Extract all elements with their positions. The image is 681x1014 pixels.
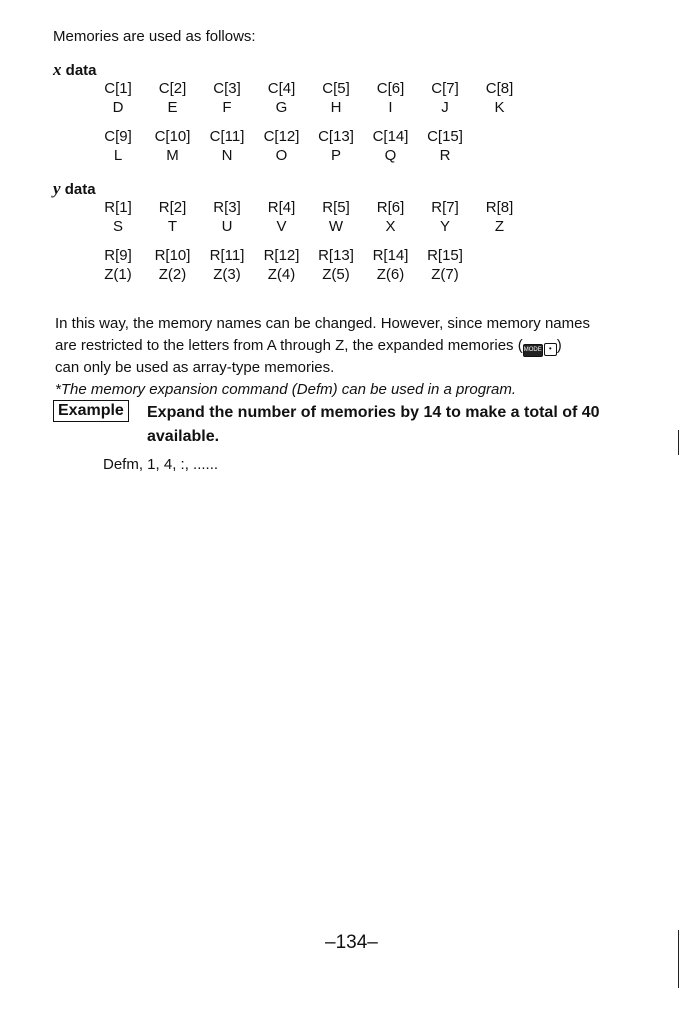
y-memory-cell: Z <box>494 218 505 235</box>
paragraph-line-3: can only be used as array-type memories. <box>55 359 335 376</box>
y-memory-cell: R[7] <box>431 199 459 216</box>
dot-key-icon: • <box>544 343 557 356</box>
y-memory-cell: R[13] <box>318 247 354 264</box>
x-memory-cell: C[11] <box>209 128 245 145</box>
y-memory-cell: R[15] <box>427 247 463 264</box>
y-memory-cell: U <box>221 218 233 235</box>
x-memory-cell: P <box>330 147 341 164</box>
y-memory-cell: Z(6) <box>376 266 405 283</box>
intro-text: Memories are used as follows: <box>53 28 256 45</box>
mode-key-icon: MODE <box>523 344 543 357</box>
x-memory-cell: R <box>439 147 451 164</box>
y-memory-cell: R[9] <box>104 247 132 264</box>
x-memory-cell: J <box>441 99 449 116</box>
x-memory-cell: C[14] <box>372 128 409 145</box>
paragraph-line-1: In this way, the memory names can be changed. However, since memory names <box>55 315 590 332</box>
x-memory-cell: C[8] <box>485 80 514 97</box>
example-line-2: available. <box>147 428 220 445</box>
y-memory-cell: Z(5) <box>322 266 350 283</box>
x-data-heading <box>53 60 97 80</box>
y-memory-cell: Z(7) <box>431 266 459 283</box>
x-memory-cell: C[3] <box>213 80 241 97</box>
y-variable: y <box>53 179 61 198</box>
x-memory-cell: F <box>222 99 232 116</box>
y-memory-cell: T <box>167 218 178 235</box>
y-memory-cell: V <box>276 218 287 235</box>
example-line-1: Expand the number of memories by 14 to make a total of 40 <box>147 404 600 421</box>
x-memory-cell: C[4] <box>267 80 296 97</box>
x-memory-cell: G <box>275 99 288 116</box>
x-memory-cell: C[12] <box>263 128 300 145</box>
y-memory-cell: Z(4) <box>267 266 296 283</box>
y-memory-cell: Z(3) <box>213 266 241 283</box>
x-memory-cell: E <box>167 99 178 116</box>
x-memory-cell: C[9] <box>104 128 132 145</box>
x-memory-cell: M <box>166 147 179 164</box>
x-data-label: data <box>65 62 97 79</box>
y-memory-cell: W <box>328 218 344 235</box>
x-variable: x <box>53 60 62 79</box>
x-memory-cell: C[13] <box>318 128 354 145</box>
y-memory-cell: R[11] <box>209 247 245 264</box>
x-memory-cell: C[1] <box>104 80 132 97</box>
x-memory-cell: D <box>112 99 124 116</box>
y-data-heading <box>53 179 96 199</box>
x-memory-cell: C[5] <box>322 80 350 97</box>
y-memory-cell: R[4] <box>267 199 296 216</box>
code-example: Defm, 1, 4, :, ...... <box>103 456 219 473</box>
y-memory-cell: R[3] <box>213 199 241 216</box>
y-memory-cell: R[5] <box>322 199 350 216</box>
x-memory-cell: C[10] <box>154 128 191 145</box>
page-number: –134– <box>325 932 378 953</box>
page-edge-line <box>678 930 679 988</box>
paragraph-line-2 <box>55 335 667 357</box>
x-memory-cell: N <box>221 147 233 164</box>
y-memory-cell: Y <box>439 218 450 235</box>
page-edge-line <box>678 430 679 455</box>
y-memory-cell: R[2] <box>158 199 187 216</box>
y-memory-cell: R[12] <box>263 247 300 264</box>
y-memory-cell: R[10] <box>154 247 191 264</box>
example-description <box>147 401 662 449</box>
x-memory-cell: C[7] <box>431 80 459 97</box>
paragraph-line-2-text: are restricted to the letters from A through Z, the expanded memories ( <box>55 337 523 354</box>
y-memory-cell: Z(1) <box>104 266 132 283</box>
footnote: *The memory expansion command (Defm) can be used in a program. <box>55 381 517 398</box>
x-memory-cell: H <box>330 99 342 116</box>
y-data-label: data <box>64 181 96 198</box>
y-memory-cell: R[14] <box>372 247 409 264</box>
y-memory-cell: R[8] <box>485 199 514 216</box>
x-memory-cell: K <box>494 99 505 116</box>
x-memory-cell: C[15] <box>427 128 463 145</box>
x-memory-cell: I <box>388 99 393 116</box>
x-memory-cell: C[6] <box>376 80 405 97</box>
y-memory-cell: R[1] <box>104 199 132 216</box>
example-label: Example <box>53 400 129 422</box>
y-memory-cell: X <box>385 218 396 235</box>
y-memory-cell: R[6] <box>376 199 405 216</box>
x-memory-cell: C[2] <box>158 80 187 97</box>
explanation-paragraph <box>55 313 667 401</box>
x-memory-cell: L <box>113 147 123 164</box>
y-memory-cell: Z(2) <box>158 266 187 283</box>
y-memory-cell: S <box>112 218 123 235</box>
x-memory-cell: O <box>275 147 288 164</box>
x-memory-cell: Q <box>384 147 397 164</box>
paragraph-line-2-end: ) <box>556 337 562 354</box>
